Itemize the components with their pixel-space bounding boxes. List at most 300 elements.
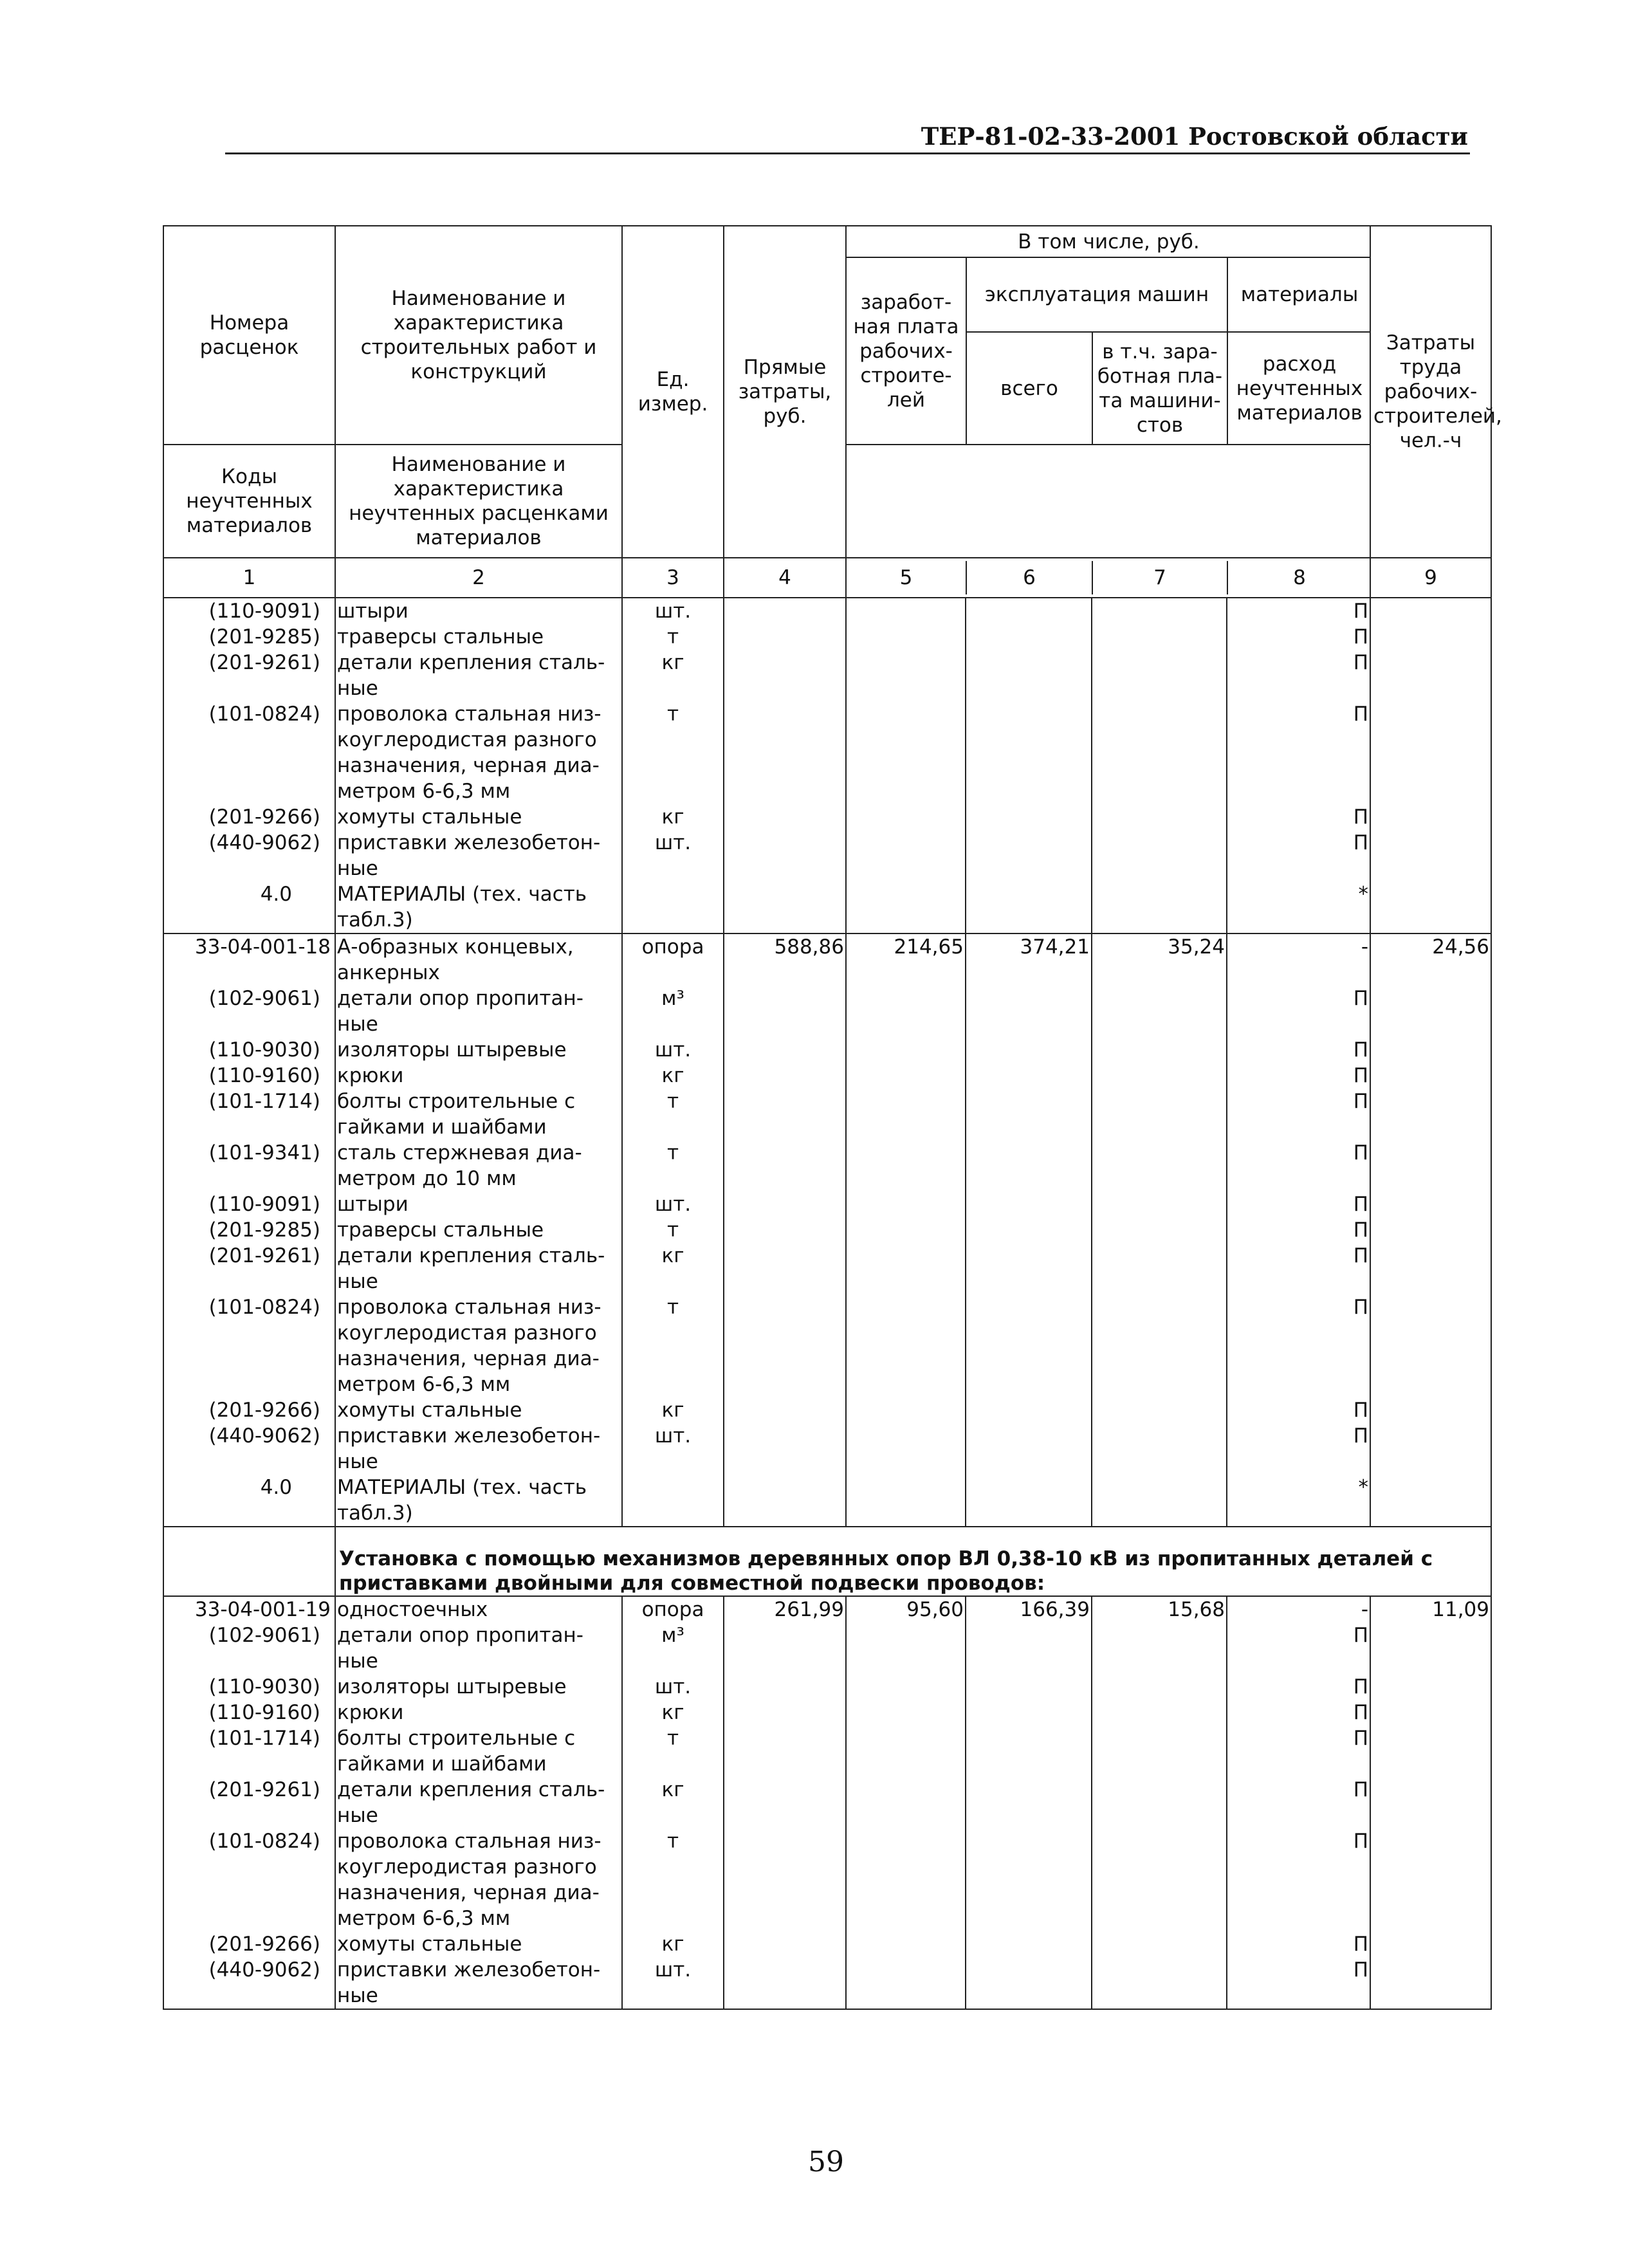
unit-cell: шт. [622, 1191, 724, 1217]
direct-cost-cell [724, 804, 846, 830]
labor-cell [1370, 1063, 1491, 1089]
material-row [163, 1191, 1491, 1217]
unit-cell: т [622, 1217, 724, 1243]
labor-cell [1370, 881, 1491, 933]
machines-total-cell [966, 624, 1092, 650]
machines-total-cell [966, 1828, 1092, 1931]
unit-cell: т [622, 624, 724, 650]
material-row [163, 1957, 1491, 2009]
unit-cell: кг [622, 1243, 724, 1294]
worker-wages-cell [846, 701, 966, 804]
material-row [163, 1674, 1491, 1700]
machines-total-cell [966, 1931, 1092, 1957]
section-spacer [163, 1527, 335, 1596]
worker-wages-cell [846, 804, 966, 830]
machines-total-cell [966, 1725, 1092, 1777]
material-row [163, 986, 1491, 1037]
materials-cell: П [1227, 650, 1370, 701]
worker-wages-cell [846, 1243, 966, 1294]
direct-cost-cell: 261,99 [724, 1596, 846, 1623]
materials-cell: П [1227, 701, 1370, 804]
materials-cell: П [1227, 1931, 1370, 1957]
machines-total-cell [966, 1475, 1092, 1527]
materials-cell: П [1227, 1037, 1370, 1063]
name-cell: приставки железобетон-ные [335, 830, 622, 881]
labor-cell [1370, 1623, 1491, 1674]
header-including: В том числе, руб. [847, 226, 1371, 257]
labor-cell [1370, 1674, 1491, 1700]
name-cell: проволока стальная низ-коуглеродистая разного назначения, черная диа-метром 6-6,3 мм [335, 1828, 622, 1931]
labor-cell [1370, 1957, 1491, 2009]
header-machines: эксплуатация машин [966, 257, 1227, 332]
labor-cell [1370, 701, 1491, 804]
machinist-wages-cell [1092, 1725, 1227, 1777]
material-row [163, 1089, 1491, 1140]
rates-table-wrapper [163, 225, 1502, 2010]
unit-cell: т [622, 1828, 724, 1931]
material-row [163, 1063, 1491, 1089]
labor-cell [1370, 1828, 1491, 1931]
unit-cell [622, 1475, 724, 1527]
code-cell: (201-9266) [163, 1931, 335, 1957]
name-cell: хомуты стальные [335, 1397, 622, 1423]
materials-cell: П [1227, 1674, 1370, 1700]
materials-cell: П [1227, 1089, 1370, 1140]
direct-cost-cell [724, 1423, 846, 1475]
machinist-wages-cell [1092, 804, 1227, 830]
name-cell: А-образных концевых, анкерных [335, 933, 622, 986]
name-cell: проволока стальная низ-коуглеродистая разного назначения, черная диа-метром 6-6,3 мм [335, 701, 622, 804]
column-number: 9 [1370, 558, 1491, 598]
material-row [163, 1777, 1491, 1828]
unit-cell [622, 881, 724, 933]
machinist-wages-cell [1092, 1140, 1227, 1191]
unit-cell: кг [622, 1777, 724, 1828]
code-cell: (201-9266) [163, 804, 335, 830]
machinist-wages-cell [1092, 1700, 1227, 1725]
name-cell: изоляторы штыревые [335, 1037, 622, 1063]
direct-cost-cell [724, 1674, 846, 1700]
worker-wages-cell [846, 1931, 966, 1957]
header-unaccounted-materials: расход неучтенных материалов [1236, 352, 1363, 425]
code-cell: (201-9285) [163, 624, 335, 650]
material-row [163, 650, 1491, 701]
machines-total-cell [966, 1063, 1092, 1089]
header-col1-top: Номера расценок [163, 226, 335, 445]
name-cell: болты строительные с гайками и шайбами [335, 1725, 622, 1777]
labor-cell [1370, 1243, 1491, 1294]
worker-wages-cell: 214,65 [846, 933, 966, 986]
materials-cell: П [1227, 1623, 1370, 1674]
name-cell: штыри [335, 1191, 622, 1217]
machines-total-cell [966, 1037, 1092, 1063]
material-row [163, 1397, 1491, 1423]
code-cell: 33-04-001-19 [163, 1596, 335, 1623]
direct-cost-cell [724, 830, 846, 881]
name-cell: детали крепления сталь-ные [335, 650, 622, 701]
labor-cell [1370, 624, 1491, 650]
material-row [163, 804, 1491, 830]
worker-wages-cell [846, 1140, 966, 1191]
materials-cell: П [1227, 1828, 1370, 1931]
machines-total-cell [966, 598, 1092, 624]
machines-total-cell [966, 1140, 1092, 1191]
direct-cost-cell [724, 624, 846, 650]
header-labor-costs: Затраты труда рабочих-строителей, чел.-ч [1370, 226, 1491, 558]
material-row [163, 1623, 1491, 1674]
material-row [163, 1294, 1491, 1397]
column-number: 4 [724, 558, 846, 598]
machines-total-cell [966, 1623, 1092, 1674]
column-number: 2 [335, 558, 622, 598]
column-numbers-group [846, 558, 1370, 598]
direct-cost-cell [724, 701, 846, 804]
machinist-wages-cell [1092, 1423, 1227, 1475]
name-cell: траверсы стальные [335, 1217, 622, 1243]
page-number: 59 [808, 2146, 844, 2178]
unit-cell: шт. [622, 1423, 724, 1475]
materials-cell: П [1227, 1294, 1370, 1397]
materials-cell: П [1227, 1423, 1370, 1475]
machinist-wages-cell [1092, 1475, 1227, 1527]
labor-cell [1370, 1423, 1491, 1475]
machines-total-cell [966, 986, 1092, 1037]
direct-cost-cell [724, 598, 846, 624]
materials-cell: П [1227, 804, 1370, 830]
column-number: 8 [1293, 566, 1306, 589]
materials-cell: П [1227, 1725, 1370, 1777]
labor-cell: 11,09 [1370, 1596, 1491, 1623]
code-cell: (101-0824) [163, 701, 335, 804]
worker-wages-cell [846, 1191, 966, 1217]
unit-cell: т [622, 1294, 724, 1397]
direct-cost-cell [724, 1063, 846, 1089]
labor-cell [1370, 598, 1491, 624]
code-cell: 4.0 [163, 1475, 335, 1527]
labor-cell [1370, 1191, 1491, 1217]
direct-cost-cell [724, 650, 846, 701]
unit-cell: шт. [622, 830, 724, 881]
header-unit: Ед. измер. [622, 226, 724, 558]
worker-wages-cell [846, 598, 966, 624]
code-cell: (110-9091) [163, 598, 335, 624]
code-cell: (110-9030) [163, 1037, 335, 1063]
material-row [163, 1423, 1491, 1475]
name-cell: МАТЕРИАЛЫ (тех. часть табл.3) [335, 1475, 622, 1527]
table-body [163, 598, 1491, 2009]
column-number: 3 [622, 558, 724, 598]
materials-cell: - [1227, 1596, 1370, 1623]
material-row [163, 701, 1491, 804]
labor-cell: 24,56 [1370, 933, 1491, 986]
labor-cell [1370, 650, 1491, 701]
machinist-wages-cell [1092, 1777, 1227, 1828]
code-cell: (101-1714) [163, 1725, 335, 1777]
name-cell: детали опор пропитан-ные [335, 986, 622, 1037]
machinist-wages-cell [1092, 1217, 1227, 1243]
machinist-wages-cell [1092, 1243, 1227, 1294]
header-materials: материалы [1227, 257, 1371, 332]
machinist-wages-cell [1092, 598, 1227, 624]
machinist-wages-cell: 35,24 [1092, 933, 1227, 986]
header-worker-wages: заработ-ная плата рабочих-строите-лей [847, 257, 966, 444]
direct-cost-cell [724, 1294, 846, 1397]
machinist-wages-cell [1092, 1623, 1227, 1674]
code-cell: (101-0824) [163, 1294, 335, 1397]
material-row [163, 1037, 1491, 1063]
code-cell: (101-9341) [163, 1140, 335, 1191]
machinist-wages-cell [1092, 1294, 1227, 1397]
direct-cost-cell [724, 1828, 846, 1931]
rates-table [163, 225, 1502, 2010]
name-cell: МАТЕРИАЛЫ (тех. часть табл.3) [335, 881, 622, 933]
name-cell: детали крепления сталь-ные [335, 1777, 622, 1828]
labor-cell [1370, 986, 1491, 1037]
direct-cost-cell: 588,86 [724, 933, 846, 986]
code-cell: (440-9062) [163, 830, 335, 881]
labor-cell [1370, 1931, 1491, 1957]
unit-cell: кг [622, 1063, 724, 1089]
header-machines-total: всего [966, 332, 1092, 444]
machinist-wages-cell [1092, 881, 1227, 933]
materials-cell: П [1227, 986, 1370, 1037]
code-cell: (101-0824) [163, 1828, 335, 1931]
code-cell: (110-9030) [163, 1674, 335, 1700]
name-cell: хомуты стальные [335, 804, 622, 830]
worker-wages-cell [846, 1475, 966, 1527]
name-cell: приставки железобетон-ные [335, 1423, 622, 1475]
labor-cell [1370, 1037, 1491, 1063]
direct-cost-cell [724, 881, 846, 933]
machines-total-cell [966, 830, 1092, 881]
material-row [163, 1700, 1491, 1725]
material-row [163, 1140, 1491, 1191]
machinist-wages-cell [1092, 624, 1227, 650]
code-cell: (102-9061) [163, 1623, 335, 1674]
machines-total-cell [966, 1700, 1092, 1725]
direct-cost-cell [724, 1243, 846, 1294]
name-cell: детали крепления сталь-ные [335, 1243, 622, 1294]
materials-cell: П [1227, 598, 1370, 624]
section-heading-row [163, 1527, 1491, 1596]
material-row [163, 1475, 1491, 1527]
machinist-wages-cell [1092, 1089, 1227, 1140]
materials-cell: П [1227, 1191, 1370, 1217]
materials-cell: - [1227, 933, 1370, 986]
material-row [163, 624, 1491, 650]
worker-wages-cell [846, 624, 966, 650]
machinist-wages-cell [1092, 1037, 1227, 1063]
unit-cell: т [622, 1725, 724, 1777]
worker-wages-cell [846, 1397, 966, 1423]
material-row [163, 1725, 1491, 1777]
code-cell: (201-9266) [163, 1397, 335, 1423]
machines-total-cell [966, 1089, 1092, 1140]
code-cell: (440-9062) [163, 1423, 335, 1475]
materials-cell: * [1227, 1475, 1370, 1527]
machinist-wages-cell [1092, 1957, 1227, 2009]
machines-total-cell [966, 804, 1092, 830]
labor-cell [1370, 830, 1491, 881]
worker-wages-cell [846, 1957, 966, 2009]
worker-wages-cell [846, 1725, 966, 1777]
code-cell: (110-9160) [163, 1700, 335, 1725]
header-including-group [846, 226, 1370, 445]
direct-cost-cell [724, 1777, 846, 1828]
header-col2-bottom: Наименование и характеристика неучтенных расценками материалов [335, 445, 622, 558]
material-row [163, 830, 1491, 881]
header-col2-top: Наименование и характеристика строительных работ и конструкций [335, 226, 622, 445]
materials-cell: П [1227, 830, 1370, 881]
header-col1-bottom: Коды неучтенных материалов [163, 445, 335, 558]
direct-cost-cell [724, 1931, 846, 1957]
labor-cell [1370, 804, 1491, 830]
materials-cell: П [1227, 1957, 1370, 2009]
column-number: 7 [1092, 561, 1227, 594]
code-cell: (201-9261) [163, 1777, 335, 1828]
code-cell: (102-9061) [163, 986, 335, 1037]
materials-cell: П [1227, 1140, 1370, 1191]
material-row [163, 1243, 1491, 1294]
materials-cell: П [1227, 1243, 1370, 1294]
direct-cost-cell [724, 1957, 846, 2009]
column-number: 1 [163, 558, 335, 598]
unit-cell: шт. [622, 1957, 724, 2009]
name-cell: хомуты стальные [335, 1931, 622, 1957]
materials-cell: П [1227, 1063, 1370, 1089]
materials-cell: П [1227, 1397, 1370, 1423]
direct-cost-cell [724, 1089, 846, 1140]
machinist-wages-cell [1092, 830, 1227, 881]
worker-wages-cell [846, 1623, 966, 1674]
material-row [163, 598, 1491, 624]
machines-total-cell [966, 1674, 1092, 1700]
worker-wages-cell [846, 1700, 966, 1725]
unit-cell: опора [622, 1596, 724, 1623]
machines-total-cell [966, 1397, 1092, 1423]
name-cell: крюки [335, 1700, 622, 1725]
code-cell: (110-9160) [163, 1063, 335, 1089]
header-direct-costs: Прямые затраты, руб. [724, 226, 846, 558]
labor-cell [1370, 1725, 1491, 1777]
unit-cell: кг [622, 1931, 724, 1957]
material-row [163, 1217, 1491, 1243]
direct-cost-cell [724, 1140, 846, 1191]
unit-cell: т [622, 1089, 724, 1140]
name-cell: болты строительные с гайками и шайбами [335, 1089, 622, 1140]
machinist-wages-cell [1092, 1931, 1227, 1957]
worker-wages-cell [846, 1063, 966, 1089]
unit-cell: м³ [622, 986, 724, 1037]
worker-wages-cell [846, 1217, 966, 1243]
name-cell: штыри [335, 598, 622, 624]
machinist-wages-cell [1092, 650, 1227, 701]
unit-cell: т [622, 701, 724, 804]
worker-wages-cell [846, 1089, 966, 1140]
worker-wages-cell [846, 1828, 966, 1931]
worker-wages-cell [846, 881, 966, 933]
unit-cell: кг [622, 804, 724, 830]
name-cell: траверсы стальные [335, 624, 622, 650]
unit-cell: т [622, 1140, 724, 1191]
name-cell: изоляторы штыревые [335, 1674, 622, 1700]
materials-cell: * [1227, 881, 1370, 933]
direct-cost-cell [724, 1623, 846, 1674]
rate-row [163, 1596, 1491, 1623]
material-row [163, 1828, 1491, 1931]
table-header [163, 226, 1502, 598]
direct-cost-cell [724, 1217, 846, 1243]
unit-cell: м³ [622, 1623, 724, 1674]
machines-total-cell: 166,39 [966, 1596, 1092, 1623]
materials-cell: П [1227, 1777, 1370, 1828]
machines-total-cell: 374,21 [966, 933, 1092, 986]
machines-total-cell [966, 1423, 1092, 1475]
material-row [163, 881, 1491, 933]
labor-cell [1370, 1700, 1491, 1725]
code-cell: (440-9062) [163, 1957, 335, 2009]
machinist-wages-cell [1092, 1191, 1227, 1217]
labor-cell [1370, 1089, 1491, 1140]
machines-total-cell [966, 701, 1092, 804]
worker-wages-cell [846, 1777, 966, 1828]
machines-total-cell [966, 1777, 1092, 1828]
worker-wages-cell [846, 986, 966, 1037]
code-cell: (201-9261) [163, 650, 335, 701]
machines-total-cell [966, 1217, 1092, 1243]
name-cell: одностоечных [335, 1596, 622, 1623]
header-rule [225, 152, 1470, 154]
direct-cost-cell [724, 1475, 846, 1527]
labor-cell [1370, 1777, 1491, 1828]
labor-cell [1370, 1475, 1491, 1527]
unit-cell: шт. [622, 1037, 724, 1063]
code-cell: (201-9261) [163, 1243, 335, 1294]
name-cell: проволока стальная низ-коуглеродистая разного назначения, черная диа-метром 6-6,3 мм [335, 1294, 622, 1397]
code-cell: (110-9091) [163, 1191, 335, 1217]
materials-cell: П [1227, 624, 1370, 650]
code-cell: 4.0 [163, 881, 335, 933]
rate-row [163, 933, 1491, 986]
header-machinist-wages: в т.ч. зара-ботная пла-та машини-стов [1092, 332, 1227, 444]
labor-cell [1370, 1217, 1491, 1243]
unit-cell: опора [622, 933, 724, 986]
worker-wages-cell [846, 1294, 966, 1397]
code-cell: 33-04-001-18 [163, 933, 335, 986]
code-cell: (101-1714) [163, 1089, 335, 1140]
unit-cell: шт. [622, 598, 724, 624]
column-number: 5 [847, 561, 966, 594]
direct-cost-cell [724, 1725, 846, 1777]
machines-total-cell [966, 650, 1092, 701]
direct-cost-cell [724, 1397, 846, 1423]
machinist-wages-cell [1092, 701, 1227, 804]
labor-cell [1370, 1294, 1491, 1397]
labor-cell [1370, 1397, 1491, 1423]
worker-wages-cell [846, 1674, 966, 1700]
worker-wages-cell [846, 1423, 966, 1475]
unit-cell: шт. [622, 1674, 724, 1700]
unit-cell: кг [622, 1397, 724, 1423]
name-cell: сталь стержневая диа-метром до 10 мм [335, 1140, 622, 1191]
direct-cost-cell [724, 1037, 846, 1063]
machinist-wages-cell [1092, 1674, 1227, 1700]
worker-wages-cell [846, 830, 966, 881]
machinist-wages-cell [1092, 1397, 1227, 1423]
machinist-wages-cell: 15,68 [1092, 1596, 1227, 1623]
worker-wages-cell [846, 650, 966, 701]
materials-cell: П [1227, 1700, 1370, 1725]
